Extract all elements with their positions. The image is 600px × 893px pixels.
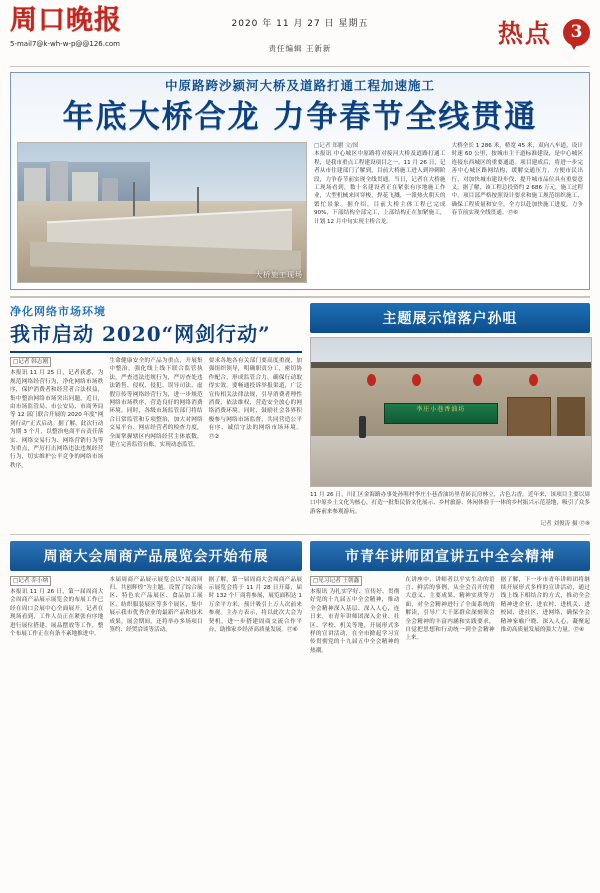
lantern-icon (529, 374, 538, 386)
sunzui-caption: 11 月 26 日，川汇区金海路办事处孙咀村李庄小巷香油坊里青砖瓦房林立，古色古香。近年来，该项目主要以周口中原乡土文化为核心，打造一批集民俗文化展示、乡村旅游、休闲体验于一体的乡村振兴示范基地，吸引了众多游客前来参观游玩。 (310, 492, 590, 515)
lead-column-1 (314, 142, 446, 283)
zhoushang-headline: 周商大会周商产品展览会开始布展 (10, 541, 302, 571)
wangjian-column-3 (209, 357, 302, 470)
jiangshituan-paragraph: 本报讯 为扎实学好、宣传好、贯彻好党的十九届五中全会精神，推动全会精神深入基层、深入人心，连日来，市青年讲师团深入企业、社区、学校、机关等地，开展形式多样的宣讲活动，在全市掀起学习宣传贯彻党的十九届五中全会精神的热潮。 (310, 589, 400, 654)
article-sunzui (310, 303, 590, 529)
jiangshituan-paragraph: 在讲座中，讲师者以平实生动的语言、鲜活的事例，从全会召开的重大意义、主要成果、精神实质等方面，对全会精神进行了全面系统的解读，引导广大干部群众深刻领会全会精神的丰富内涵和实践要求，自觉把思想和行动统一到全会精神上来。 (405, 576, 495, 642)
masthead-right (440, 6, 590, 50)
page-number-badge: 3 (563, 19, 590, 46)
editor-line: 责任编辑 王新新 (268, 44, 332, 53)
wangjian-paragraph: 要求各地各有关部门要高度重视，加强组织领导，明确职责分工，密切协作配合，形成监管合力，确保行动取得实效。要畅通投诉举报渠道，广泛宣传相关法律法规，引导消费者理性消费、依法维权，营造安全放心的网络消费环境。同时，鼓励社会各界积极参与网络市场监督，共同营造公平有序、诚信守法的网络市场环境。⑰② (208, 358, 302, 440)
photo-door (557, 397, 585, 438)
section-name: 热点 (497, 19, 552, 48)
wangjian-paragraph: 生命健康安全的产品为重点，开展集中整治，强化线上线下联合监管执法，严查违法违规行为，严厉查处违法销售、侵权、侵犯、误导司法、虚假宣传等网络经营行为，进一步规范网络市场秩序，营造良好的网络消费环境。同时，各级市场监管部门将结合日常监管和专项整治，加大对网络交易平台、网店经营者的检查力度，全面掌握辖区内网络经营主体底数，建立完善监管台账，实现动态监管。 (109, 358, 203, 449)
sunzui-headline: 主题展示馆落户孙咀 (310, 303, 590, 333)
lead-column-2 (452, 142, 584, 283)
newspaper-title: 周口晚报 (10, 5, 122, 36)
mid-section (10, 303, 590, 529)
photo-shop-sign (384, 403, 498, 424)
article-zhoushang (10, 541, 302, 656)
zhoushang-column-1 (10, 576, 103, 639)
photo-door (507, 397, 551, 440)
article-wangjian (10, 303, 302, 529)
bottom-section (10, 541, 590, 656)
jiangshituan-columns (310, 576, 590, 656)
zhoushang-column-2 (109, 576, 202, 639)
masthead-logo (10, 6, 160, 49)
lead-text (314, 142, 583, 283)
lead-body (17, 142, 583, 283)
wangjian-kicker: 净化网络市场环境 (10, 305, 106, 318)
shop-sign-text: 李庄小巷香油坊 (416, 406, 466, 414)
wangjian-column-2 (109, 357, 202, 470)
jiangshituan-headline: 市青年讲师团宣讲五中全会精神 (310, 541, 590, 571)
divider (10, 296, 590, 298)
issue-date: 2020 年 11 月 27 日 星期五 (231, 19, 369, 29)
wangjian-byline: □记者 韩志刚 (10, 357, 51, 367)
sunzui-photo (310, 337, 592, 487)
photo-crane (133, 182, 135, 216)
lead-main-headline: 年底大桥合龙 力争春节全线贯通 (62, 99, 538, 135)
photo-person (359, 416, 366, 438)
lead-story (10, 72, 590, 290)
masthead-email: 5-mail7@k-wh-w-p@@126.com (10, 40, 120, 48)
lead-paragraph: 大桥全长 1 286 米，桥宽 45 米，双向八车道，设计时速 60 公里，按城市主干道标准建设，是中心城区连接东西城区的重要通道。项目建成后，将进一步完善中心城区路网结构，缓解交通压力，方便市民出行，对加快城市建设步伐、提升城市品位具有重要意义。据了解，该工程总投资约 2 686 万元，施工过程中，项目部严格按照设计要求和施工规范组织施工，确保工程质量和安全，全力以赴加快施工进度，力争春节前实现全线贯通。⑰⑥ (451, 143, 583, 217)
masthead-center (160, 6, 440, 54)
wangjian-headline: 我市启动 2020“网剑行动” (10, 322, 271, 346)
lantern-icon (367, 374, 376, 386)
article-jiangshituan (310, 541, 590, 656)
zhoushang-byline: □记者 乔小纳 (10, 576, 51, 586)
jiangshituan-column-2 (405, 576, 494, 656)
lead-shoulder-headline: 中原路跨沙颍河大桥及道路打通工程加速施工 (164, 78, 435, 93)
sunzui-photo-credit: 记者 刘俊涛 摄 ⑰⑧ (540, 521, 590, 528)
jiangshituan-byline: □见习记者 王朝鑫 (310, 576, 362, 586)
badge-tail-shape (570, 43, 578, 50)
zhoushang-paragraph: 据了解，第一届周商大会周商产品展示展览会将于 11 月 28 日开幕，届时 132 个厂商将参展，展览面积达 1 万余平方米，预计吸引上万人次前来参观。主办方表示，将以此次大会为契机，进一步搭建周商交流合作平台，助推家乡经济高质量发展。⑰⑥ (208, 576, 302, 634)
jiangshituan-paragraph: 据了解，下一步市青年讲师团将继续开展形式多样的宣讲活动，通过线上线下相结合的方式，推动全会精神进企业、进农村、进机关、进校园、进社区、进网络，确保全会精神家喻户晓、深入人心，凝聚起推动高质量发展的强大力量。⑰④ (500, 576, 590, 634)
masthead (10, 6, 590, 67)
zhoushang-columns (10, 576, 302, 639)
divider (10, 534, 590, 535)
jiangshituan-column-3 (501, 576, 590, 656)
photo-crane (197, 187, 199, 213)
zhoushang-column-3 (209, 576, 302, 639)
zhoushang-paragraph: 本报讯 11 月 26 日，第一届周商大会周商产品展示展览会的布展工作已经在周口会展中心全面展开。记者在现场看到，工作人员正在紧张有序地进行展位搭建、展品摆放等工作，整个布展工作正在有条不紊地推进中。 (10, 589, 104, 638)
headline-underline (10, 351, 302, 353)
lead-byline: □记者 郑鹏 文/图 (314, 143, 359, 149)
lead-photo-caption: 大桥施工现场 (255, 271, 303, 279)
jiangshituan-column-1 (310, 576, 399, 656)
lantern-icon (473, 374, 482, 386)
wangjian-paragraph: 本报讯 11 月 25 日，记者获悉，为规范网络经营行为，净化网络市场秩序，保护消费者和经营者合法权益，集中整治网络市场突出问题，近日，由市场监管局、市公安局、市商务局等 12 部门联合开展的 2020 年度“网剑行动”正式启动。据了解，此次行动为期 3 个月，以整治电商平台责任落实、网络交易行为、网络营销行为等为重点，严厉打击网络违法违规经营行为，切实维护公平竞争的网络市场秩序。 (10, 370, 104, 469)
masthead-contact (10, 39, 160, 49)
lead-paragraph: 本报讯 中心城区中原路将对接河大桥及道路打通工程，是我市重点工程建设项目之一。11 月 26 日，记者从市住建部门了解到，目前大桥施工进入到冲刺阶段，力争春节前实现全线贯通。当日，记者在大桥施工现场看到，数十名建设者正在紧张有序地施工作业，大型机械来回穿梭，焊花飞溅，一派热火朝天的繁忙景象。据介绍，目前大桥主体工程已完成 90%，下部结构全部完工，上部结构正在加紧施工，计划 12 月中旬实现主桥合龙。 (314, 151, 446, 225)
wangjian-column-1 (10, 357, 103, 470)
page-badge-wrap (557, 19, 590, 46)
lead-photo (17, 142, 307, 283)
photo-ground (311, 436, 591, 486)
wangjian-columns (10, 357, 302, 470)
zhoushang-paragraph: 本届周商产品展示展览会以“周商回归、共创辉煌”为主题，设置了综合展区、特色农产品展区、食品加工展区、纺织服装展区等多个展区，集中展示我市优秀企业的最新产品和技术成果。展会期间，还将举办多场项目签约、经贸洽谈等活动。 (109, 576, 203, 634)
lantern-icon (412, 374, 421, 386)
